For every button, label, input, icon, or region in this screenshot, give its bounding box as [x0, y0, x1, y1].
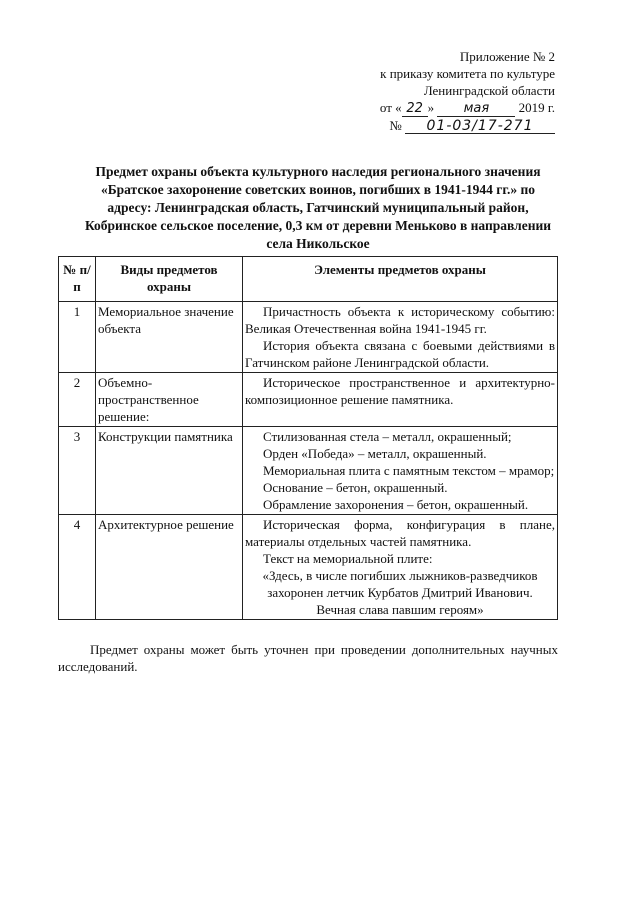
row-elements — [243, 302, 558, 373]
row-kind: Конструкции памятника — [96, 427, 243, 515]
element-paragraph: Стилизованная стела – металл, окрашенный; — [263, 429, 512, 444]
order-number-handwritten: 01-03/17-271 — [405, 119, 555, 134]
element-paragraph: История объекта связана с боевыми действиями в Гатчинском районе Ленинградской области. — [245, 338, 555, 370]
row-kind: Объемно-пространственное решение: — [96, 373, 243, 427]
date-day-handwritten: 22 — [402, 102, 428, 117]
table-row — [59, 515, 558, 620]
header-elements: Элементы предметов охраны — [243, 257, 558, 302]
element-paragraph: Причастность объекта к историческому событию: Великая Отечественная война 1941-1945 гг. — [245, 304, 555, 336]
appendix-number-row — [255, 117, 555, 134]
row-num: 4 — [59, 515, 96, 620]
element-paragraph: Мемориальная плита с памятным текстом – мрамор; — [263, 463, 555, 478]
row-num: 3 — [59, 427, 96, 515]
date-mid: » — [427, 100, 435, 115]
appendix-line-2: к приказу комитета по культуре — [380, 66, 555, 81]
row-kind: Архитектурное решение — [96, 515, 243, 620]
date-year: 2019 г. — [518, 100, 555, 115]
row-kind: Мемориальное значение объекта — [96, 302, 243, 373]
element-paragraph: Текст на мемориальной плите: — [263, 551, 433, 566]
appendix-date-row — [255, 99, 555, 117]
date-prefix: от « — [379, 100, 402, 115]
table-header-row — [59, 257, 558, 302]
appendix-line-3: Ленинградской области — [423, 83, 555, 98]
element-paragraph: Орден «Победа» – металл, окрашенный. — [263, 446, 487, 461]
element-paragraph: Обрамление захоронения – бетон, окрашенный. — [263, 497, 529, 512]
row-num: 2 — [59, 373, 96, 427]
plaque-quote-line: Вечная слава павшим героям» — [316, 602, 484, 617]
element-paragraph: Основание – бетон, окрашенный. — [263, 480, 448, 495]
element-paragraph: Историческая форма, конфигурация в плане, материалы отдельных частей памятника. — [245, 517, 555, 549]
date-month-handwritten: мая — [437, 102, 515, 117]
document-title: Предмет охраны объекта культурного наследия регионального значения «Братское захоронение советских воинов, погибших в 1941-1944 гг.» по адресу: Ленинградская область, Гатчинский муниципальный район, Кобринское сельское поселение, 0,3 км от деревни Меньково в направлении села Никольское — [84, 164, 552, 251]
appendix-line-1: Приложение № 2 — [459, 49, 555, 64]
table-row — [59, 427, 558, 515]
appendix-header — [255, 48, 555, 134]
protection-table — [58, 256, 558, 620]
row-elements — [243, 427, 558, 515]
number-prefix: № — [389, 118, 402, 133]
plaque-quote-line: «Здесь, в числе погибших лыжников-разведчиков захоронен летчик Курбатов Дмитрий Иванович. — [262, 568, 538, 600]
closing-note: Предмет охраны может быть уточнен при проведении дополнительных научных исследований. — [58, 642, 558, 674]
row-elements — [243, 373, 558, 427]
row-num: 1 — [59, 302, 96, 373]
header-num: № п/п — [59, 257, 96, 302]
table-row — [59, 373, 558, 427]
row-elements — [243, 515, 558, 620]
table-row — [59, 302, 558, 373]
element-paragraph: Историческое пространственное и архитектурно-композиционное решение памятника. — [245, 375, 555, 407]
header-kind: Виды предметов охраны — [96, 257, 243, 302]
